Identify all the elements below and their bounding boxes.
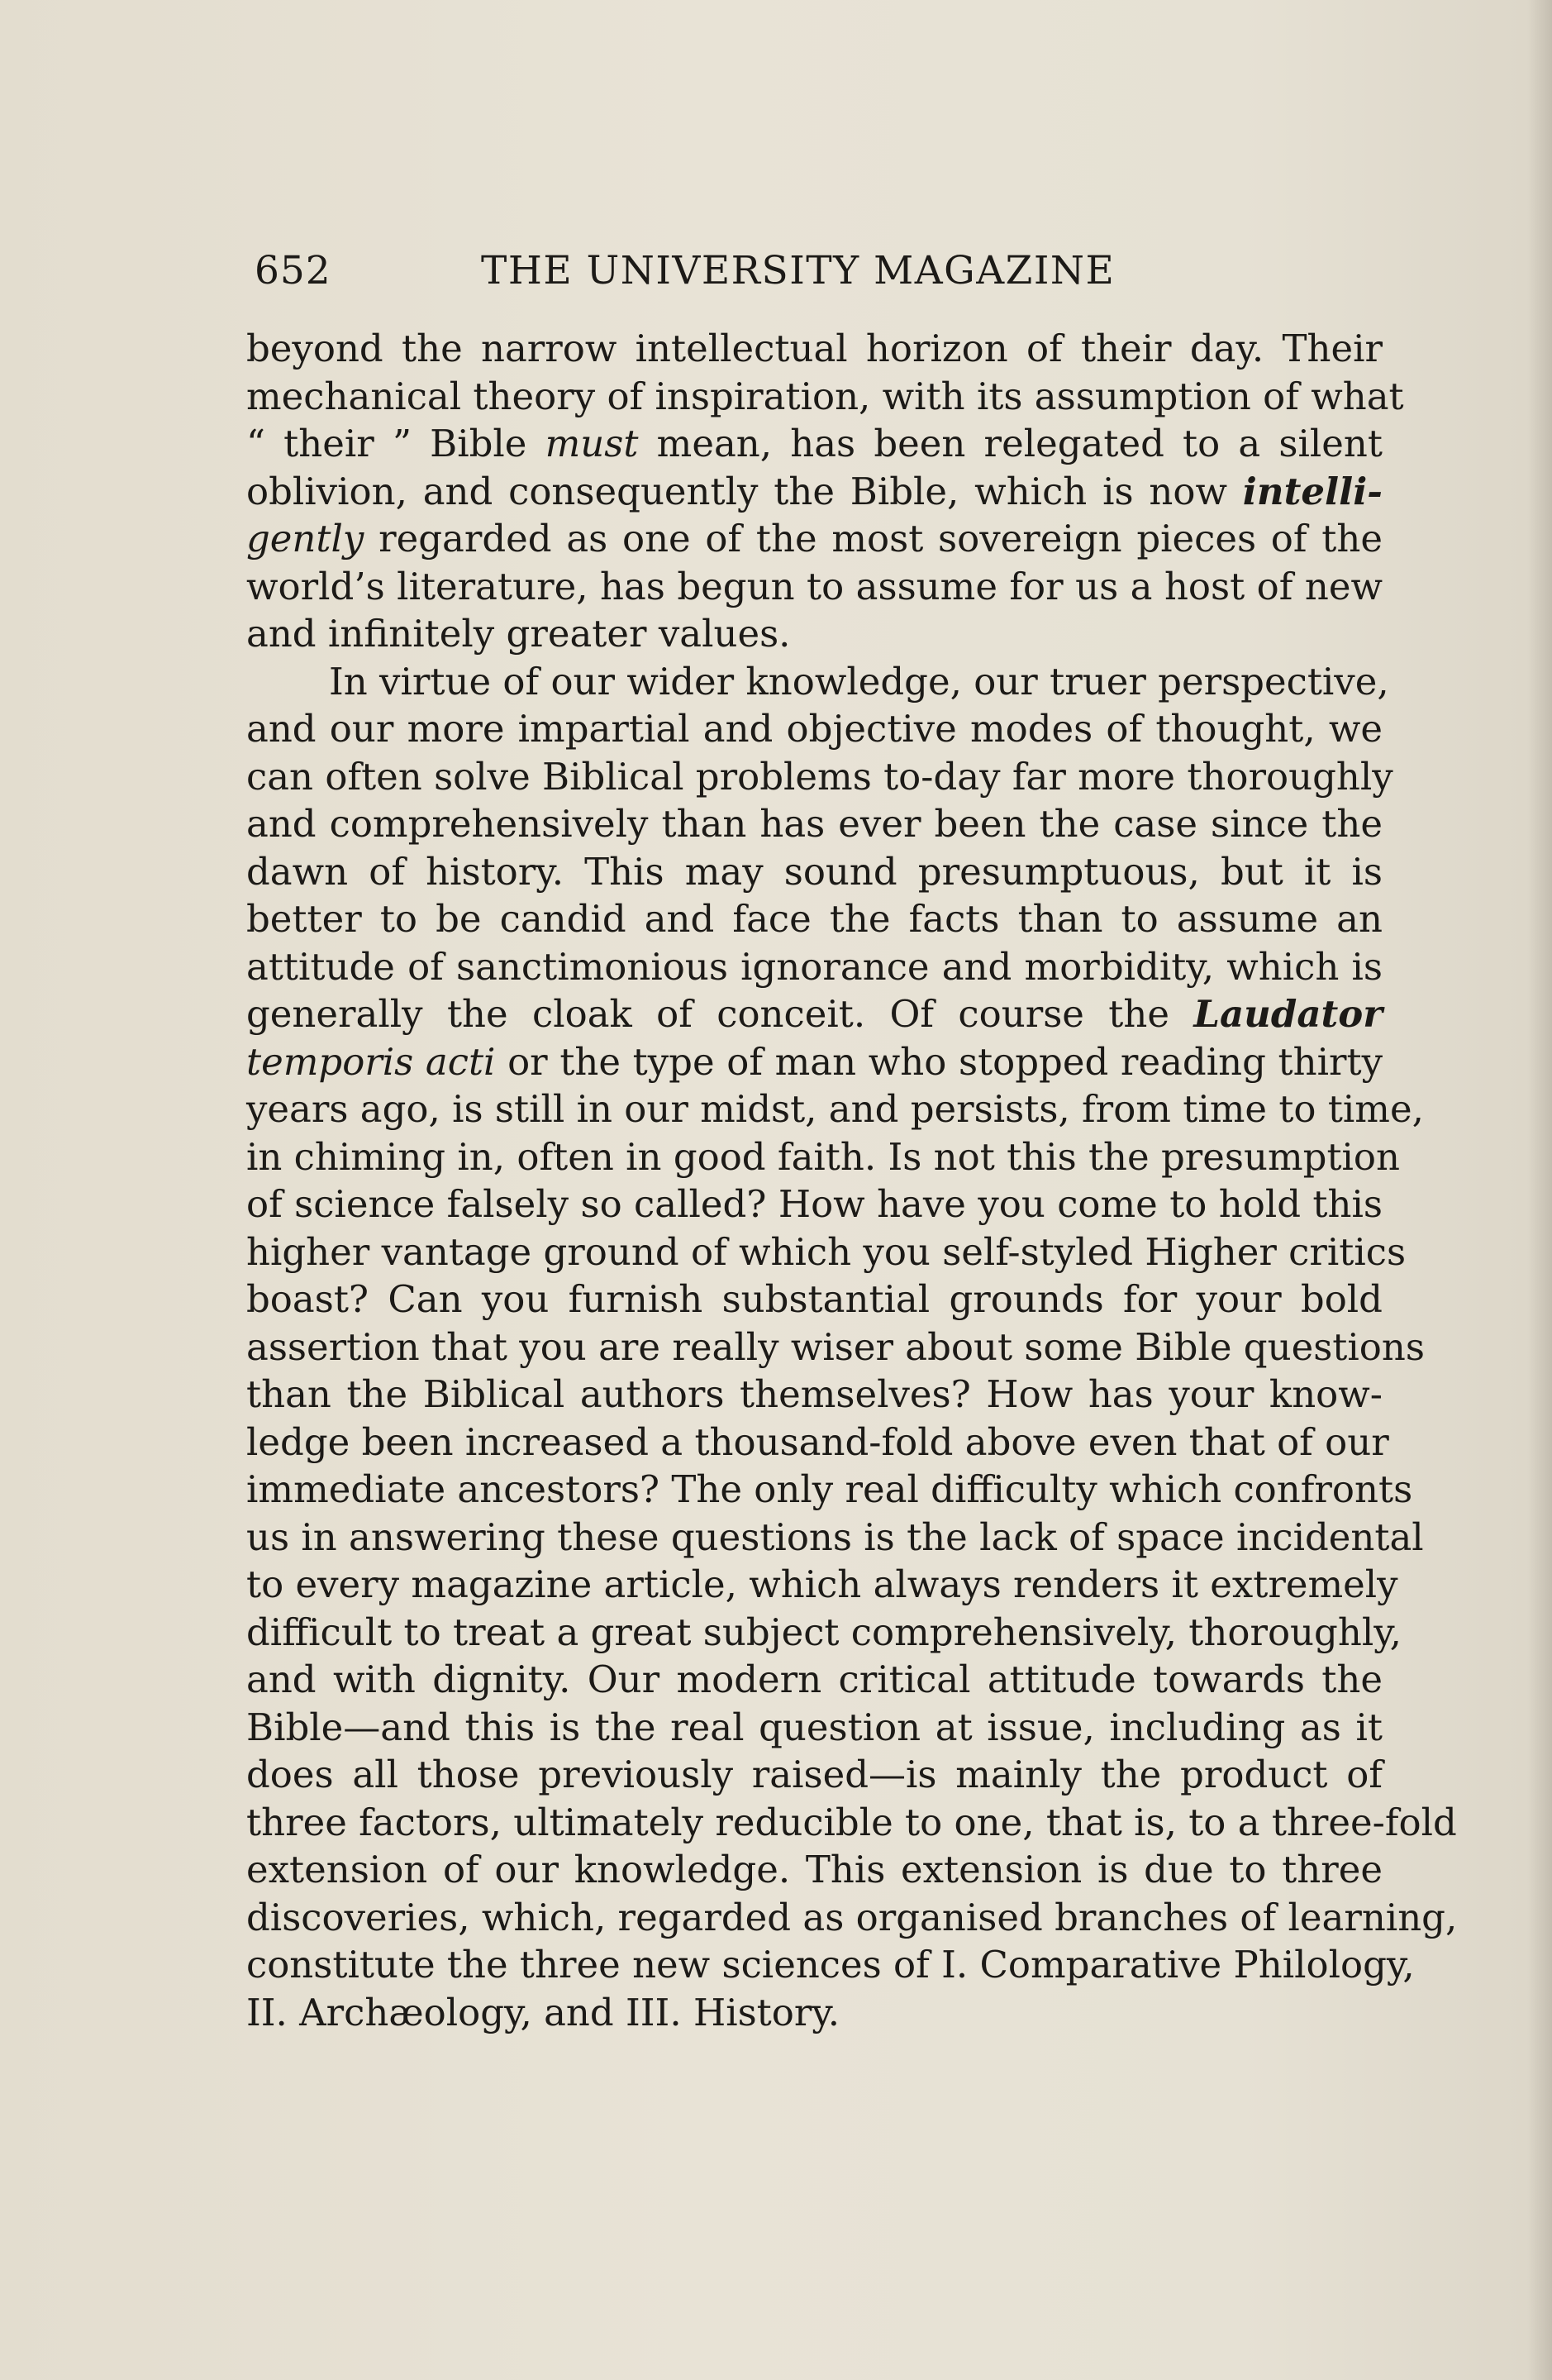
text-line: years ago, is still in our midst, and persists, from time to time, bbox=[246, 1087, 1424, 1131]
text-line: temporis acti or the type of man who stopped reading thirty bbox=[246, 1039, 1383, 1084]
text-line: “ their ” Bible must mean, has been relegated to a silent bbox=[246, 422, 1383, 465]
text-line: immediate ancestors? The only real difficulty which confronts bbox=[246, 1467, 1413, 1511]
text-line: than the Biblical authors themselves? How has your know- bbox=[246, 1372, 1383, 1416]
text-line: ledge been increased a thousand-fold above even that of our bbox=[246, 1419, 1389, 1464]
text-line: in chiming in, often in good faith. Is not this the presumption bbox=[246, 1134, 1401, 1179]
text-line: generally the cloak of conceit. Of course the Laudator bbox=[246, 992, 1383, 1036]
text-line: us in answering these questions is the lack of space incidental bbox=[246, 1514, 1424, 1559]
text-line: dawn of history. This may sound presumptuous, but it is bbox=[246, 849, 1383, 894]
text-line: and comprehensively than has ever been the case since the bbox=[246, 802, 1383, 846]
running-title: THE UNIVERSITY MAGAZINE bbox=[481, 248, 1116, 293]
text-line: oblivion, and consequently the Bible, which is now intelli- bbox=[246, 469, 1383, 513]
text-line: world’s literature, has begun to assume for us a host of new bbox=[246, 564, 1383, 608]
text-line: of science falsely so called? How have you come to hold this bbox=[246, 1182, 1383, 1226]
text-line: gently regarded as one of the most sovereign pieces of the bbox=[246, 517, 1383, 560]
text-line: can often solve Biblical problems to-day far more thoroughly bbox=[246, 754, 1393, 799]
text-line: and our more impartial and objective modes of thought, we bbox=[246, 707, 1383, 751]
text-line: difficult to treat a great subject comprehensively, thoroughly, bbox=[246, 1610, 1402, 1654]
text-line: better to be candid and face the facts than to assume an bbox=[246, 897, 1383, 941]
text-line: attitude of sanctimonious ignorance and morbidity, which is bbox=[246, 944, 1383, 989]
body-text bbox=[246, 325, 1458, 2036]
text-line: constitute the three new sciences of I. Comparative Philology, bbox=[246, 1943, 1415, 1987]
text-line: beyond the narrow intellectual horizon of their day. Their bbox=[246, 327, 1383, 370]
text-line: to every magazine article, which always renders it extremely bbox=[246, 1562, 1398, 1606]
text-line: discoveries, which, regarded as organised branches of learning, bbox=[246, 1895, 1458, 1939]
text-line: three factors, ultimately reducible to one, that is, to a three-fold bbox=[246, 1800, 1457, 1844]
text-line: mechanical theory of inspiration, with its assumption of what bbox=[246, 374, 1404, 418]
text-line: and infinitely greater values. bbox=[246, 612, 791, 656]
text-line: Bible—and this is the real question at issue, including as it bbox=[246, 1705, 1383, 1749]
text-line: higher vantage ground of which you self-styled Higher critics bbox=[246, 1229, 1407, 1274]
text-line: In virtue of our wider knowledge, our truer perspective, bbox=[329, 659, 1389, 704]
text-line: extension of our knowledge. This extension is due to three bbox=[246, 1848, 1383, 1891]
page-header bbox=[248, 248, 1388, 298]
page-number: 652 bbox=[255, 248, 331, 293]
text-line: II. Archæology, and III. History. bbox=[246, 1990, 840, 2034]
text-line: boast? Can you furnish substantial grounds for your bold bbox=[246, 1277, 1383, 1321]
text-line: and with dignity. Our modern critical attitude towards the bbox=[246, 1657, 1383, 1701]
page-edge-shadow bbox=[1527, 0, 1552, 2380]
text-line: does all those previously raised—is mainly the product of bbox=[246, 1753, 1383, 1796]
text-line: assertion that you are really wiser about some Bible questions bbox=[246, 1324, 1425, 1369]
